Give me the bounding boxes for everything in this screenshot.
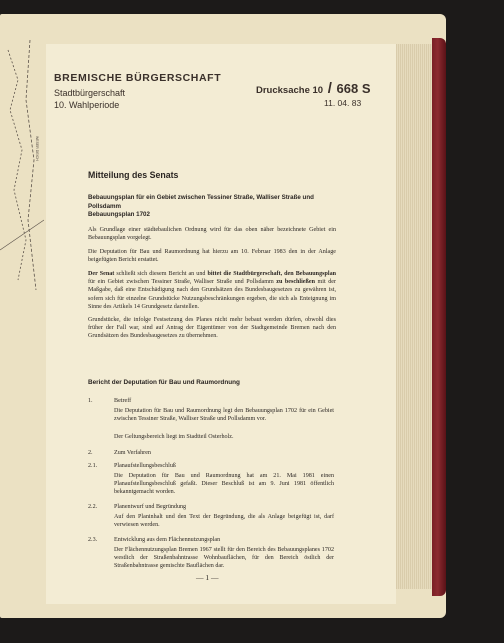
p3-text-2: für ein Gebiet zwischen Tessiner Straße, Walliser Straße und Pollsdamm (88, 279, 277, 286)
paragraph-1: Als Grundlage einer städtebaulichen Ordnung wird für das oben näher bezeichnete Gebiet ein Bebauungsplan vorgelegt. (88, 227, 336, 242)
item-2-3-heading: Entwicklung aus dem Flächennutzungsplan (114, 537, 221, 543)
report-title: Bericht der Deputation für Bau und Raumordnung (88, 379, 240, 386)
page-edges (393, 44, 437, 589)
item-2-1-heading: Planaufstellungsbeschluß (114, 463, 176, 469)
item-2-heading: Zum Verfahren (114, 450, 151, 456)
item-2-3-number: 2.3. (88, 537, 98, 543)
map-fragment (0, 40, 44, 300)
item-2-1-number: 2.1. (88, 463, 98, 469)
page-title: Mitteilung des Senats (88, 170, 179, 180)
paragraph-3 (88, 270, 336, 311)
doc-date: 11. 04. 83 (324, 98, 362, 108)
org-sub-2: 10. Wahlperiode (54, 100, 120, 110)
item-1-body: Die Deputation für Bau und Raumordnung legt den Bebauungsplan 1702 für ein Gebiet zwischen Tessiner Straße, Walliser Straße und Pollsdamm vor. (114, 408, 334, 423)
doc-slash: / (327, 80, 332, 97)
item-2-1-body: Die Deputation für Bau und Raumordnung hat am 21. Mai 1981 einen Planaufstellungsbeschluß gefaßt. Dieser Beschluß ist am 9. Juni 1981 öffentlich bekanntgemacht worden. (114, 473, 334, 496)
subject-line-1: Bebauungsplan für ein Gebiet zwischen Tessiner Straße, Walliser Straße und (88, 194, 314, 201)
doc-number: 668 S (336, 81, 371, 96)
item-1-scope: Der Geltungsbereich liegt im Stadtteil Osterholz. (114, 434, 234, 440)
p3-text-3: mit der Maßgabe, daß eine Entschädigung nach den Grundsätzen des Bundesbaugesetzes zu gewähren ist, sofern sich für einzelne Grundstücke Nutzungsbeschränkungen ergeben, die sich als Enteignung im Sinne des Artikels 14 Grundgesetz darstellen. (88, 279, 336, 310)
map-label: WESER DEICH (35, 136, 39, 161)
page-number: — 1 — (196, 573, 219, 582)
item-2-2-number: 2.2. (88, 504, 98, 510)
item-2-number: 2. (88, 450, 93, 456)
item-2-2-body: Auf den Planinhalt und den Text der Begründung, die als Anlage beigefügt ist, darf verwiesen werden. (114, 514, 334, 529)
p3-text-1: schließt sich diesem Bericht an und (114, 271, 208, 277)
item-2-2-heading: Planentwurf und Begründung (114, 504, 187, 510)
p3-bold-1: bittet die Stadtbürgerschaft, den Bebauungsplan (207, 271, 336, 277)
doc-label: Drucksache 10 (256, 85, 324, 96)
p3-bold-2: zu beschließen (276, 279, 315, 286)
p3-senat: Der Senat (88, 271, 115, 277)
item-1-number: 1. (88, 398, 93, 404)
paragraph-2: Die Deputation für Bau und Raumordnung hat hierzu am 10. Februar 1983 den in der Anlage beigefügten Bericht erstattet. (88, 249, 336, 264)
org-name: BREMISCHE BÜRGERSCHAFT (54, 72, 222, 84)
subject-line-2: Pollsdamm (88, 202, 122, 210)
document-number (256, 80, 371, 97)
org-sub-1: Stadtbürgerschaft (54, 88, 126, 98)
book-cover (432, 38, 446, 596)
subject-line-3: Bebauungsplan 1702 (88, 211, 150, 219)
item-2-3-body: Der Flächennutzungsplan Bremen 1967 stellt für den Bereich des Bebauungsplanes 1702 westlich der Straßenbahntrasse Wohnbauflächen, für den Bereich östlich der Straßenbahntrasse gemischte Bauflächen dar. (114, 547, 334, 570)
paragraph-4: Grundstücke, die infolge Festsetzung des Planes nicht mehr bebaut werden dürfen, obwohl dies früher der Fall war, sind auf Antrag der Eigentümer von der Stadtgemeinde Bremen nach den Grundsätzen des Bundesbaugesetzes zu übernehmen. (88, 317, 336, 340)
subject (88, 194, 334, 220)
item-1-heading: Betreff (114, 398, 132, 404)
